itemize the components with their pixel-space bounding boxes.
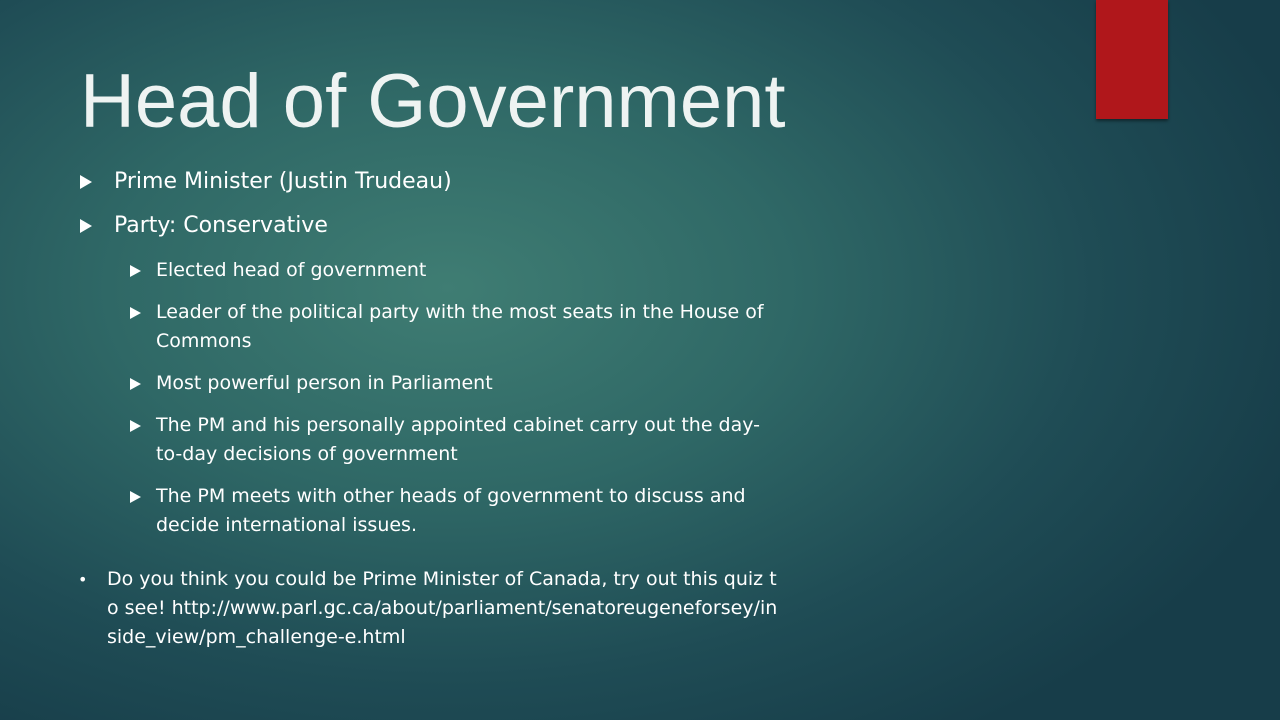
sub-bullet-text: The PM meets with other heads of government to discuss and decide international issues. [156,485,746,536]
bullet-item [80,168,740,196]
arrow-bullet-icon [130,420,141,432]
arrow-bullet-icon [130,265,141,277]
quiz-note-text [107,565,778,652]
arrow-bullet-icon [130,307,141,319]
sub-bullet-item [130,411,770,469]
quiz-link[interactable]: http://www.parl.gc.ca/about/parliament/senatoreugeneforsey/inside_view/pm_challenge-e.html [107,597,778,648]
bullet-item [80,212,740,240]
arrow-bullet-icon [80,175,92,189]
sub-bullet-item [130,482,770,540]
sub-bullet-text: Elected head of government [156,259,427,281]
bullet-text: Prime Minister (Justin Trudeau) [114,169,452,194]
sub-bullet-text: Most powerful person in Parliament [156,372,493,394]
slide-title: Head of Government [80,59,786,144]
sub-bullet-item [130,298,770,356]
round-bullet-icon: • [78,570,88,589]
bullet-text: Party: Conservative [114,213,328,238]
arrow-bullet-icon [130,491,141,503]
quiz-note [78,565,778,652]
arrow-bullet-icon [130,378,141,390]
sub-bullet-item [130,256,770,285]
quiz-prompt: Do you think you could be Prime Minister of Canada, try out this quiz to see! [107,568,777,619]
sub-bullet-text: The PM and his personally appointed cabinet carry out the day-to-day decisions of government [156,414,761,465]
sub-bullet-item [130,369,770,398]
arrow-bullet-icon [80,219,92,233]
sub-bullet-text: Leader of the political party with the most seats in the House of Commons [156,301,764,352]
